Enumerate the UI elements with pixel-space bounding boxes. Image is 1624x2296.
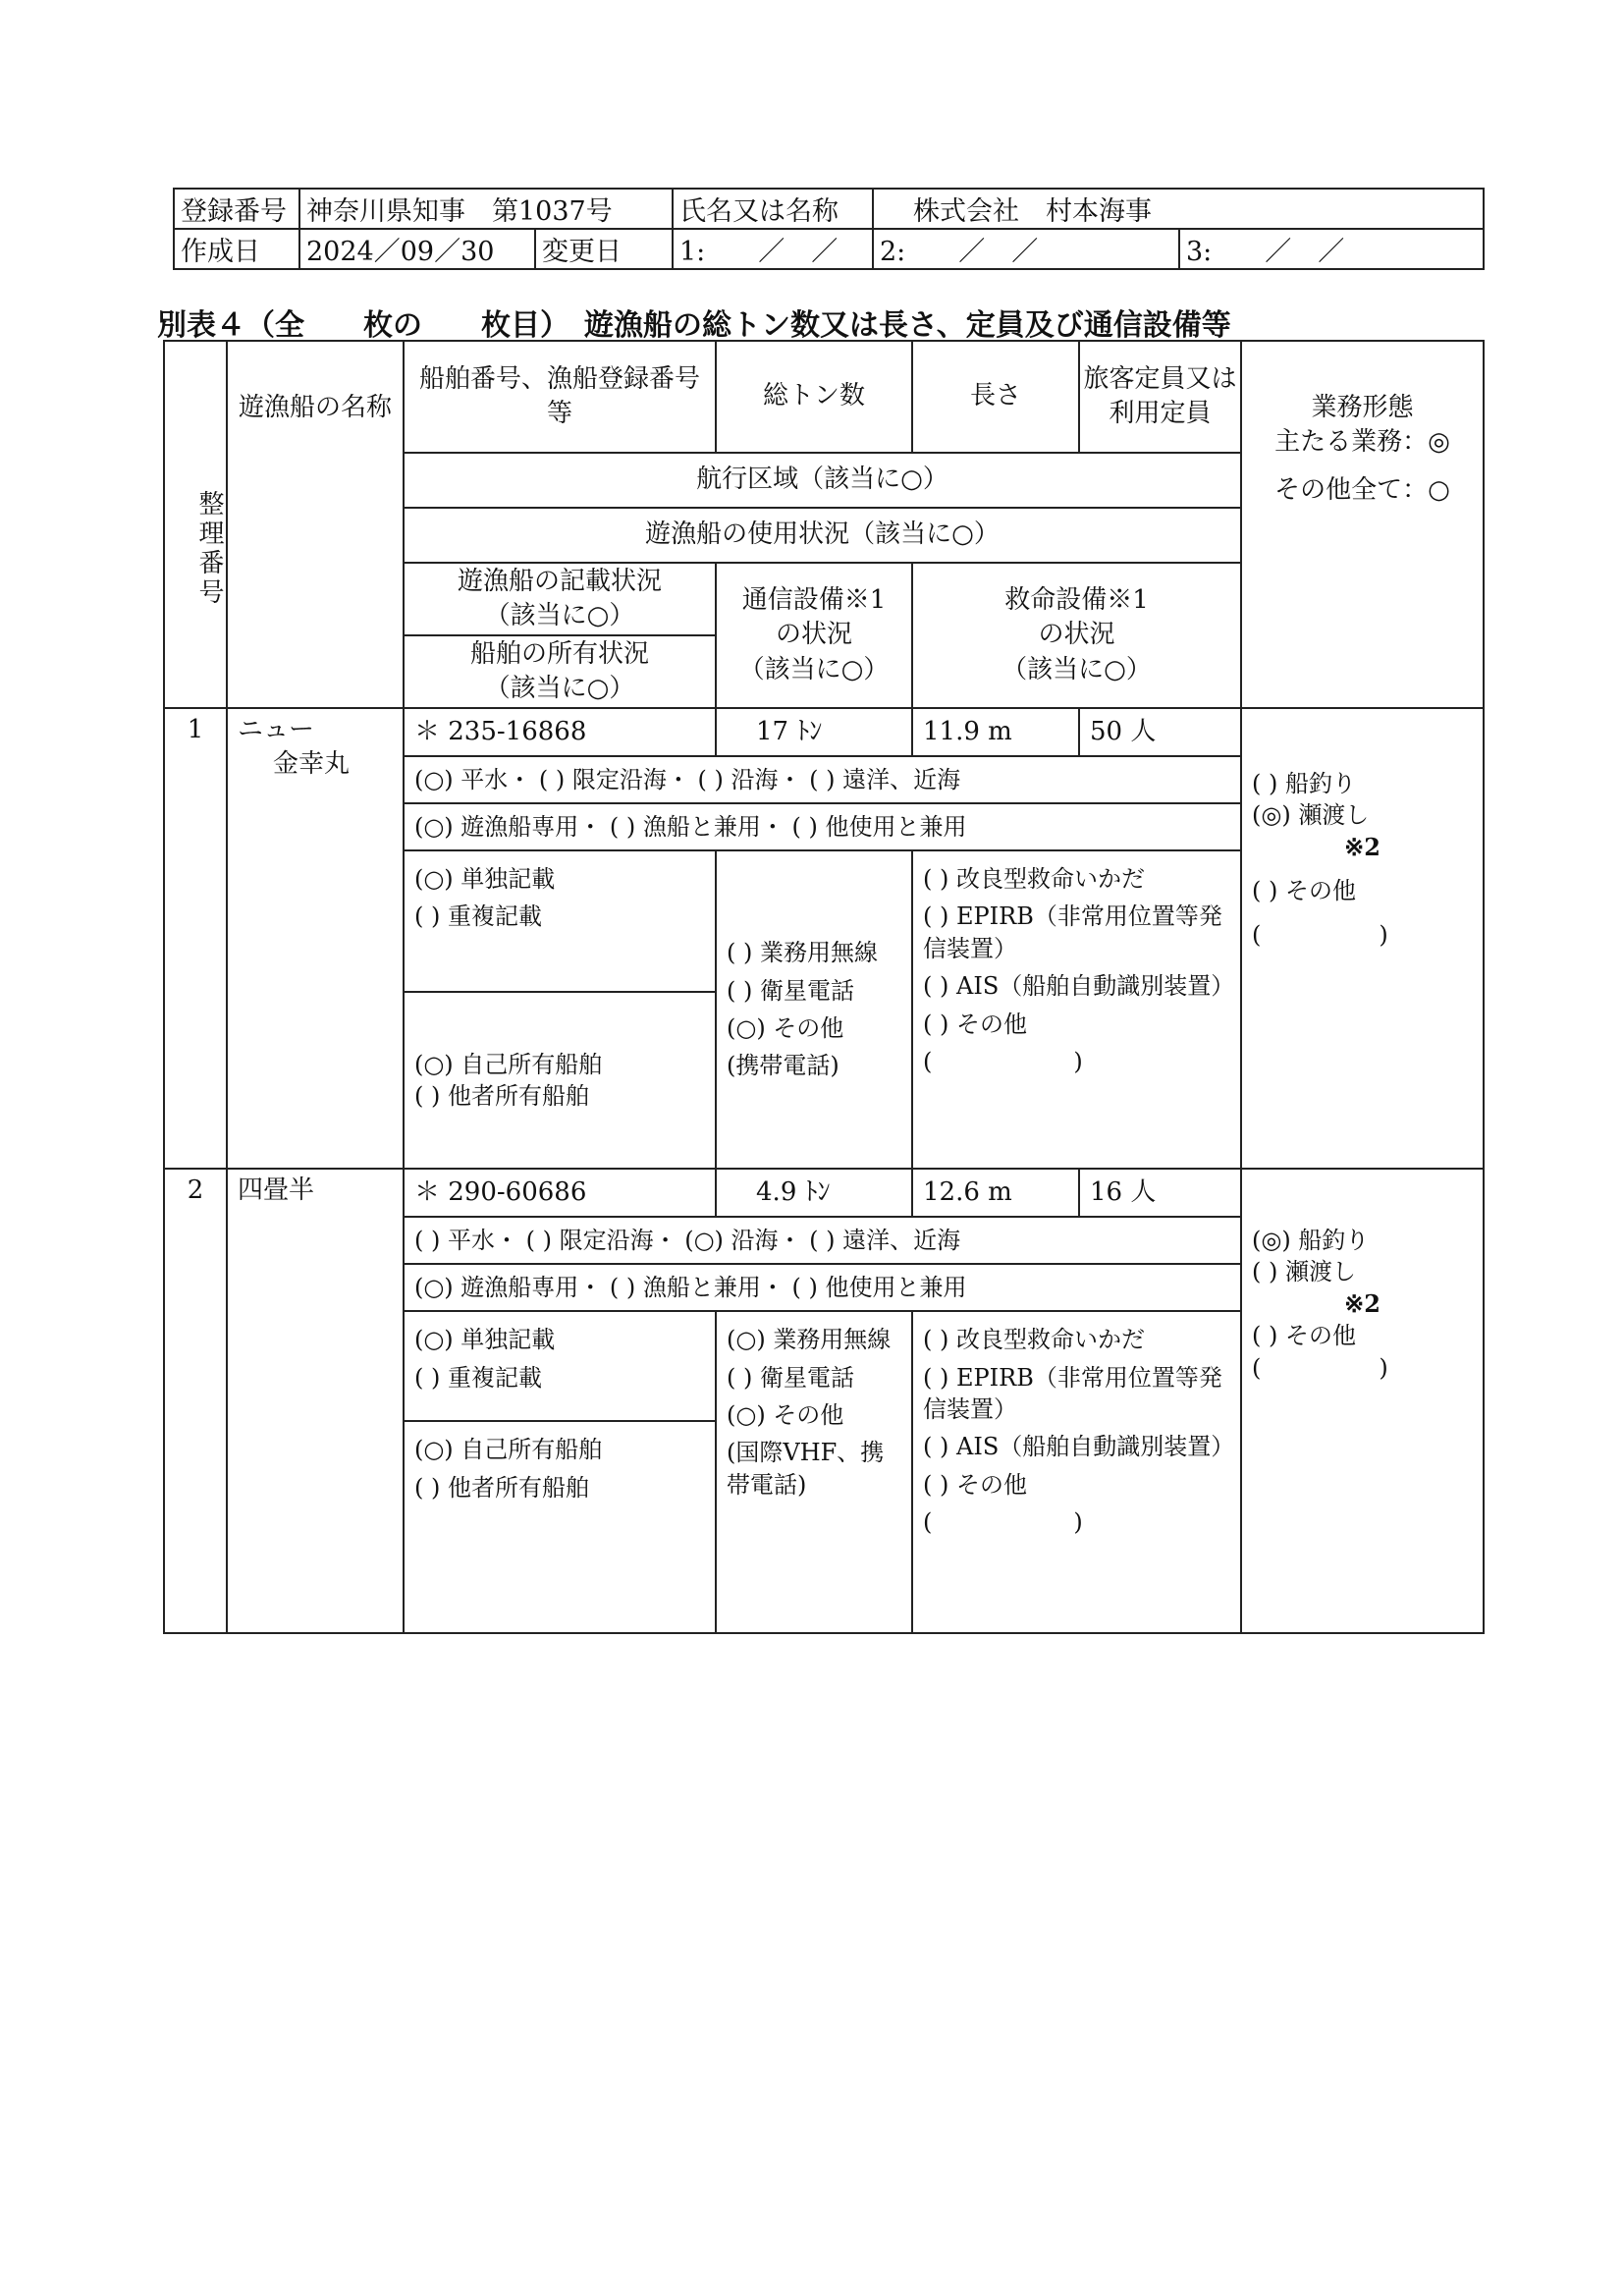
row-comm-equipment (716, 850, 912, 1169)
row-business-type (1241, 1169, 1484, 1633)
comm-other-option: (○) その他 (727, 1014, 844, 1043)
comm-satellite-option: ( ) 衛星電話 (727, 976, 854, 1005)
change-date-3: 3: ／ ／ (1179, 229, 1484, 269)
rescue-other-blank: ( ) (923, 1508, 1083, 1537)
record-status-label: 遊漁船の記載状況 (458, 566, 663, 596)
owner-self-option: (○) 自己所有船舶 (414, 1050, 603, 1078)
row-record-status (404, 1311, 716, 1421)
record-duplicate-option: ( ) 重複記載 (414, 902, 542, 931)
business-other-legend: その他全て：○ (1274, 475, 1450, 506)
col-header-ownership-status (404, 635, 716, 708)
record-status-hint: （該当に○） (484, 601, 635, 630)
row-rescue-equipment (912, 850, 1241, 1169)
row-navigation-area: (○) 平水・ ( ) 限定沿海・ ( ) 沿海・ ( ) 遠洋、近海 (404, 756, 1241, 803)
col-header-length: 長さ (912, 341, 1079, 453)
record-duplicate-option: ( ) 重複記載 (414, 1363, 542, 1392)
row-tonnage: 17 ﾄﾝ (716, 708, 912, 756)
document-title: 別表４（全 枚の 枚目） 遊漁船の総トン数又は長さ、定員及び通信設備等 (157, 308, 1231, 343)
ownership-status-hint: （該当に○） (484, 674, 635, 703)
rescue-other-option: ( ) その他 (923, 1470, 1027, 1499)
comm-equipment-label: 通信設備※1 (741, 585, 887, 616)
col-header-usage-status: 遊漁船の使用状況（該当に○） (404, 508, 1241, 563)
col-header-capacity: 旅客定員又は利用定員 (1079, 341, 1241, 453)
rescue-ais-option: ( ) AIS（船舶自動識別装置） (923, 1433, 1235, 1461)
row-comm-equipment (716, 1311, 912, 1633)
created-date-label: 作成日 (174, 229, 299, 269)
business-type-title: 業務形態 (1311, 393, 1414, 422)
rescue-raft-option: ( ) 改良型救命いかだ (923, 1326, 1145, 1354)
row-ownership-status (404, 992, 716, 1169)
registration-header-table (173, 188, 1485, 270)
rescue-epirb-option: ( ) EPIRB（非常用位置等発信装置） (923, 902, 1222, 962)
row-number: 1 (164, 708, 227, 1169)
table-row (164, 1169, 1484, 1217)
row-number: 2 (164, 1169, 227, 1633)
vessel-name-line-2: 金幸丸 (273, 749, 351, 780)
business-other-option: ( ) その他 (1252, 877, 1356, 905)
rescue-other-blank: ( ) (923, 1048, 1083, 1076)
comm-equipment-label-2: の状況 (776, 620, 853, 650)
changed-date-label: 変更日 (535, 229, 673, 269)
business-other-blank: ( ) (1252, 920, 1388, 949)
row-capacity: 50 人 (1079, 708, 1241, 756)
row-rescue-equipment (912, 1311, 1241, 1633)
col-header-navigation-area: 航行区域（該当に○） (404, 453, 1241, 508)
row-ownership-status (404, 1421, 716, 1633)
row-usage-status: (○) 遊漁船専用・ ( ) 漁船と兼用・ ( ) 他使用と兼用 (404, 1264, 1241, 1311)
ownership-status-label: 船舶の所有状況 (470, 638, 650, 669)
business-ferry-option: ( ) 瀬渡し (1252, 1258, 1356, 1286)
created-date-value: 2024／09／30 (299, 229, 535, 269)
col-header-vessel-name: 遊漁船の名称 (227, 341, 404, 708)
row-usage-status: (○) 遊漁船専用・ ( ) 漁船と兼用・ ( ) 他使用と兼用 (404, 803, 1241, 850)
comm-other-detail: (国際VHF、携帯電話) (727, 1439, 885, 1499)
business-other-blank: ( ) (1252, 1353, 1388, 1382)
row-business-type (1241, 708, 1484, 1169)
row-length: 12.6 m (912, 1169, 1079, 1217)
business-fishing-option: ( ) 船釣り (1252, 770, 1356, 797)
row-vessel-name (227, 1169, 404, 1633)
row-tonnage: 4.9 ﾄﾝ (716, 1169, 912, 1217)
row-capacity: 16 人 (1079, 1169, 1241, 1217)
table-row (164, 708, 1484, 756)
registration-number-label: 登録番号 (174, 189, 299, 229)
change-date-2: 2: ／ ／ (873, 229, 1179, 269)
record-single-option: (○) 単独記載 (414, 1326, 556, 1354)
row-vessel-name (227, 708, 404, 1169)
comm-radio-option: ( ) 業務用無線 (727, 939, 878, 967)
vessel-name-line-1: ニュー (238, 715, 315, 744)
col-header-rescue-equipment (912, 563, 1241, 708)
vessel-name-line-1: 四畳半 (238, 1175, 315, 1206)
business-other-option: ( ) その他 (1252, 1322, 1356, 1350)
col-header-comm-equipment (716, 563, 912, 708)
business-ferry-option: (◎) 瀬渡し (1252, 801, 1370, 830)
rescue-equipment-hint: （該当に○） (1001, 654, 1152, 684)
row-registration-no: ＊ 235-16868 (404, 708, 716, 756)
owner-other-option: ( ) 他者所有船舶 (414, 1082, 589, 1111)
comm-satellite-option: ( ) 衛星電話 (727, 1363, 854, 1392)
row-record-status (404, 850, 716, 992)
comm-other-detail: (携帯電話) (727, 1052, 839, 1080)
rescue-raft-option: ( ) 改良型救命いかだ (923, 865, 1145, 894)
row-length: 11.9 m (912, 708, 1079, 756)
row-navigation-area: ( ) 平水・ ( ) 限定沿海・ (○) 沿海・ ( ) 遠洋、近海 (404, 1217, 1241, 1264)
col-header-record-status (404, 563, 716, 635)
row-registration-no: ＊ 290-60686 (404, 1169, 716, 1217)
rescue-equipment-label: 救命設備※1 (1004, 585, 1149, 616)
rescue-other-option: ( ) その他 (923, 1010, 1027, 1038)
record-single-option: (○) 単独記載 (414, 865, 556, 894)
business-fishing-option: (◎) 船釣り (1252, 1227, 1370, 1255)
col-header-number: 整理番号 (164, 341, 227, 708)
col-header-registration-no: 船舶番号、漁船登録番号等 (404, 341, 716, 453)
name-value: 株式会社 村本海事 (873, 189, 1484, 229)
comm-radio-option: (○) 業務用無線 (727, 1326, 892, 1354)
business-main-legend: 主たる業務：◎ (1274, 427, 1450, 458)
col-header-tonnage: 総トン数 (716, 341, 912, 453)
owner-other-option: ( ) 他者所有船舶 (414, 1473, 589, 1502)
vessel-table (163, 340, 1485, 1634)
rescue-equipment-label-2: の状況 (1038, 620, 1115, 650)
name-label: 氏名又は名称 (673, 189, 873, 229)
change-date-1: 1: ／ ／ (673, 229, 873, 269)
comm-other-option: (○) その他 (727, 1400, 844, 1429)
business-note-mark: ※2 (1344, 1288, 1380, 1318)
registration-number-value: 神奈川県知事 第1037号 (299, 189, 673, 229)
comm-equipment-hint: （該当に○） (738, 654, 890, 684)
owner-self-option: (○) 自己所有船舶 (414, 1436, 603, 1464)
business-note-mark: ※2 (1344, 832, 1380, 861)
rescue-epirb-option: ( ) EPIRB（非常用位置等発信装置） (923, 1363, 1222, 1423)
rescue-ais-option: ( ) AIS（船舶自動識別装置） (923, 972, 1235, 1001)
col-header-business-type (1241, 341, 1484, 708)
